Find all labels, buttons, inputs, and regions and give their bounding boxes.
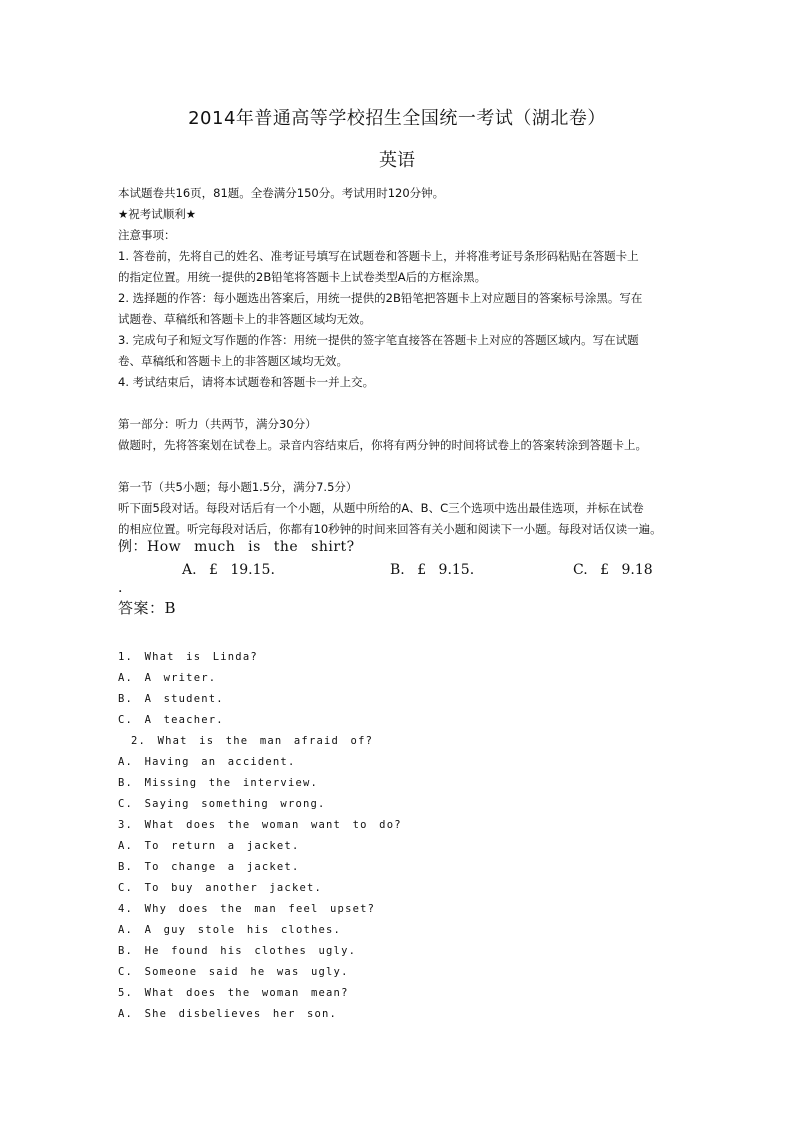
- note-4: 4. 考试结束后，请将本试题卷和答题卡一并上交。: [118, 375, 375, 389]
- example-option-b: B. £ 9.15.: [390, 562, 475, 578]
- good-luck-line: ★祝考试顺利★: [118, 207, 197, 221]
- part1-heading: 第一部分：听力（共两节，满分30分）: [118, 417, 317, 431]
- question-2-option-c: C. Saying something wrong.: [118, 798, 326, 810]
- question-2-option-b: B. Missing the interview.: [118, 777, 319, 789]
- question-1-option-b: B. A student.: [118, 693, 224, 705]
- note-1-line-2: 的指定位置。用统一提供的2B铅笔将答题卡上试卷类型A后的方框涂黑。: [118, 270, 487, 284]
- question-4: 4. Why does the man feel upset?: [118, 903, 376, 915]
- question-4-option-c: C. Someone said he was ugly.: [118, 966, 349, 978]
- section1-description-2: 的相应位置。听完每段对话后，你都有10秒钟的时间来回答有关小题和阅读下一小题。每段对话仅读一遍。: [118, 522, 662, 536]
- question-3: 3. What does the woman want to do?: [118, 819, 402, 831]
- section1-description-1: 听下面5段对话。每段对话后有一个小题，从题中所给的A、B、C三个选项中选出最佳选项，并标在试卷: [118, 501, 644, 515]
- note-1-line-1: 1. 答卷前，先将自己的姓名、准考证号填写在试题卷和答题卡上，并将准考证号条形码粘贴在答题卡上: [118, 249, 639, 263]
- part1-description: 做题时，先将答案划在试卷上。录音内容结束后，你将有两分钟的时间将试卷上的答案转涂到答题卡上。: [118, 438, 647, 452]
- question-5: 5. What does the woman mean?: [118, 987, 349, 999]
- question-3-option-a: A. To return a jacket.: [118, 840, 300, 852]
- example-trailing-dot: .: [118, 580, 123, 596]
- example-option-a: A. £ 19.15.: [182, 562, 275, 578]
- question-3-option-c: C. To buy another jacket.: [118, 882, 323, 894]
- question-1-option-c: C. A teacher.: [118, 714, 224, 726]
- subject-title: 英语: [379, 150, 415, 171]
- question-3-option-b: B. To change a jacket.: [118, 861, 300, 873]
- question-5-option-a: A. She disbelieves her son.: [118, 1008, 338, 1020]
- question-4-option-b: B. He found his clothes ugly.: [118, 945, 357, 957]
- question-4-option-a: A. A guy stole his clothes.: [118, 924, 342, 936]
- example-option-c: C. £ 9.18: [573, 562, 653, 578]
- example-question: 例：How much is the shirt?: [118, 539, 355, 555]
- question-2: 2. What is the man afraid of?: [131, 735, 374, 747]
- note-2-line-1: 2. 选择题的作答：每小题选出答案后，用统一提供的2B铅笔把答题卡上对应题目的答案标号涂黑。写在: [118, 291, 643, 305]
- note-3-line-2: 卷、草稿纸和答题卡上的非答题区域均无效。: [118, 354, 348, 368]
- example-answer: 答案：B: [118, 599, 177, 617]
- section1-heading: 第一节（共5小题；每小题1.5分，满分7.5分）: [118, 480, 358, 494]
- exam-info: 本试题卷共16页，81题。全卷满分150分。考试用时120分钟。: [118, 186, 445, 200]
- exam-title: 2014年普通高等学校招生全国统一考试（湖北卷）: [188, 108, 606, 129]
- note-3-line-1: 3. 完成句子和短文写作题的作答：用统一提供的签字笔直接答在答题卡上对应的答题区域内。写在试题: [118, 333, 639, 347]
- notes-heading: 注意事项：: [118, 228, 176, 242]
- question-2-option-a: A. Having an accident.: [118, 756, 296, 768]
- note-2-line-2: 试题卷、草稿纸和答题卡上的非答题区域均无效。: [118, 312, 371, 326]
- question-1: 1. What is Linda?: [118, 651, 258, 663]
- question-1-option-a: A. A writer.: [118, 672, 217, 684]
